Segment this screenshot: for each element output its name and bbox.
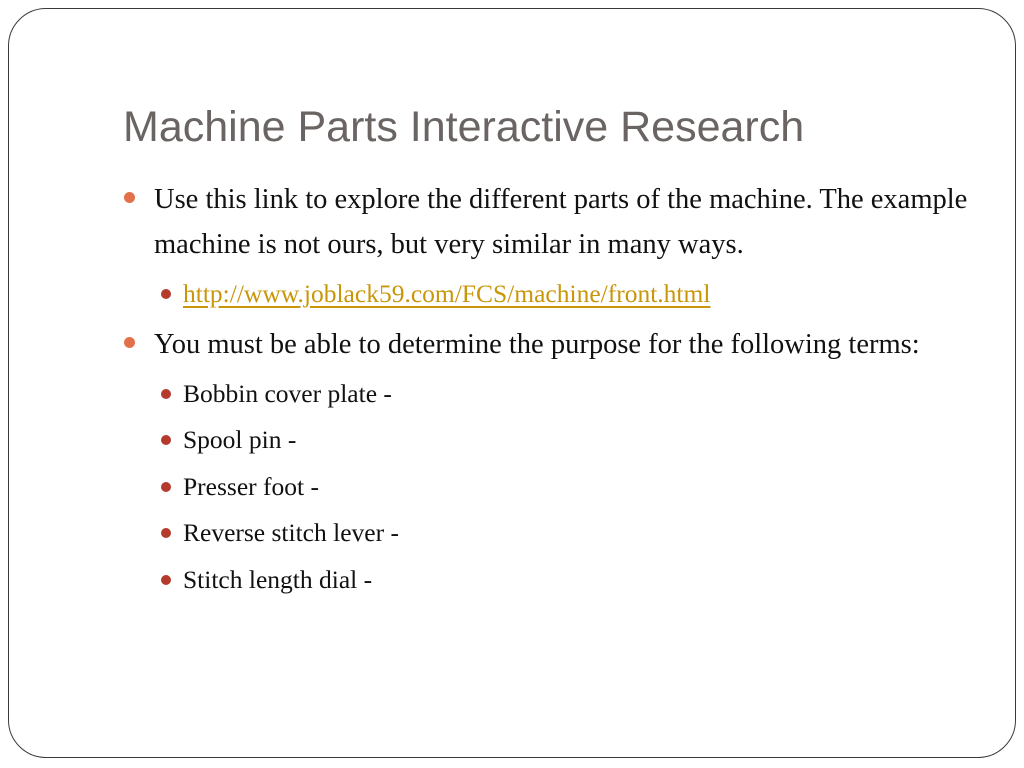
bullet-terms-intro — [123, 322, 973, 367]
sub-bullet-dot-icon — [161, 575, 171, 585]
term-stitch-length-dial: Stitch length dial - — [183, 564, 373, 594]
term-item — [123, 464, 973, 511]
bullet-text: Use this link to explore the different parts of the machine. The example machine is not ours, but very similar in many ways. — [154, 184, 968, 260]
term-item — [123, 510, 973, 557]
slide-title: Machine Parts Interactive Research — [123, 103, 805, 151]
sub-bullet-link — [123, 271, 973, 318]
term-presser-foot: Presser foot - — [183, 471, 319, 501]
sub-bullet-dot-icon — [161, 528, 171, 538]
sub-bullet-dot-icon — [161, 435, 171, 445]
term-reverse-stitch-lever: Reverse stitch lever - — [183, 518, 399, 547]
term-bobbin-cover-plate: Bobbin cover plate - — [183, 378, 392, 408]
machine-parts-link[interactable]: http://www.joblack59.com/FCS/machine/front.html — [183, 279, 711, 308]
link-sublist — [123, 271, 973, 318]
term-item — [123, 417, 973, 464]
term-spool-pin: Spool pin - — [183, 425, 297, 454]
bullet-dot-icon — [124, 192, 135, 203]
slide-content — [123, 177, 973, 607]
slide-frame — [8, 8, 1016, 758]
term-item — [123, 557, 973, 604]
term-item — [123, 371, 973, 418]
sub-bullet-dot-icon — [161, 389, 171, 399]
bullet-text: You must be able to determine the purpose for the following terms: — [154, 328, 920, 360]
bullet-dot-icon — [124, 337, 135, 348]
sub-bullet-dot-icon — [161, 289, 171, 299]
terms-list — [123, 371, 973, 604]
bullet-explore-link — [123, 177, 973, 267]
sub-bullet-dot-icon — [161, 482, 171, 492]
